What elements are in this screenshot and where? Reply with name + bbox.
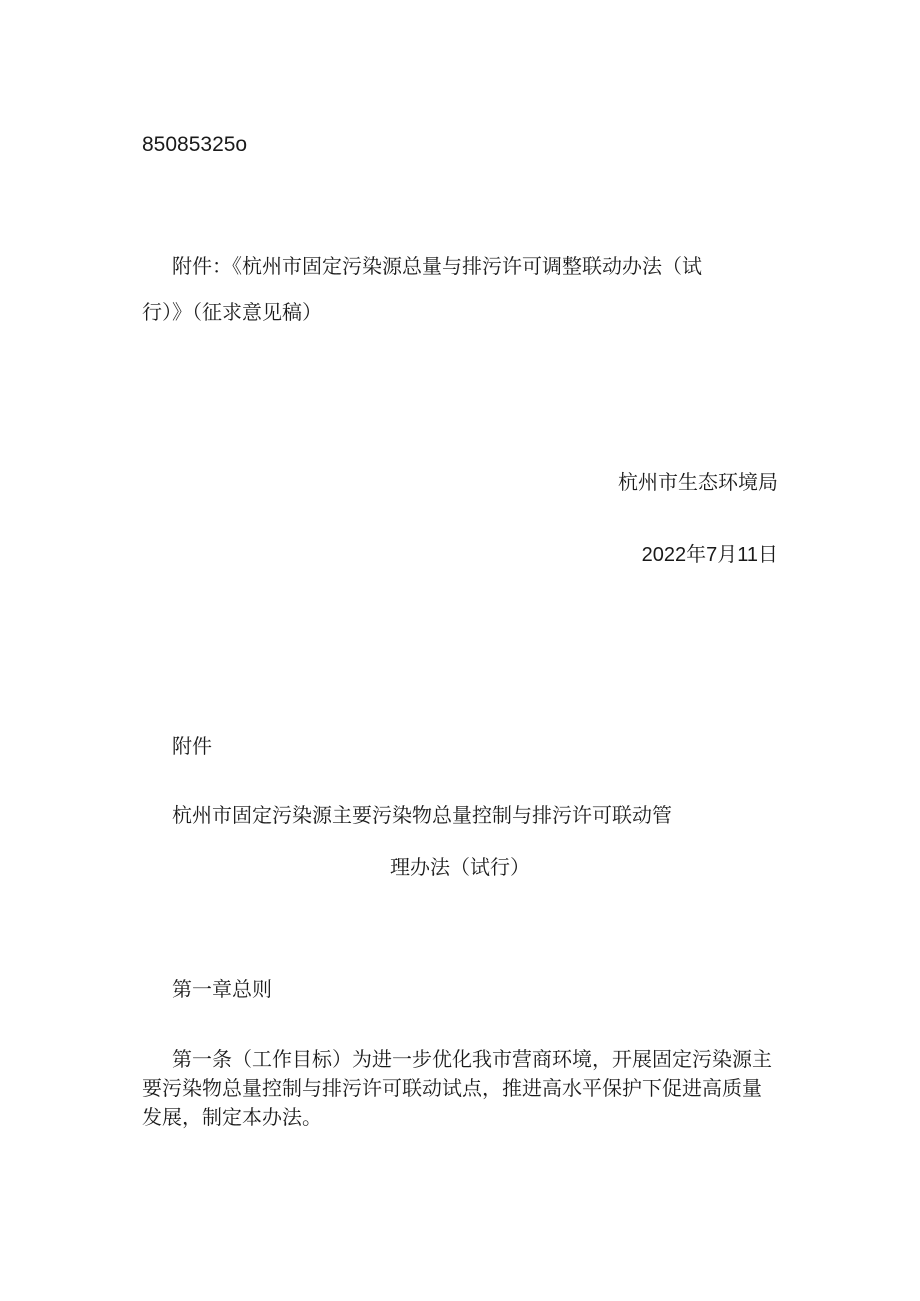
- chapter-heading: 第一章总则: [172, 977, 272, 1001]
- attachment-line-1: 附件：《杭州市固定污染源总量与排污许可调整联动办法（试: [172, 254, 702, 278]
- document-title-line-1: 杭州市固定污染源主要污染物总量控制与排污许可联动管: [172, 803, 672, 827]
- issue-date: 2022年7月11日: [641, 544, 778, 566]
- issuer-signature: 杭州市生态环境局: [618, 470, 778, 494]
- phone-number-line: 85085325o: [142, 133, 248, 156]
- article-1-paragraph: 第一条（工作目标）为进一步优化我市营商环境，开展固定污染源主要污染物总量控制与排污许可联动试点，推进高水平保护下促进高质量发展，制定本办法。: [142, 1047, 772, 1129]
- attachment-heading: 附件: [172, 734, 212, 758]
- document-title-line-2: 理办法（试行）: [390, 855, 530, 879]
- attachment-line-2: 行）》（征求意见稿）: [142, 300, 322, 324]
